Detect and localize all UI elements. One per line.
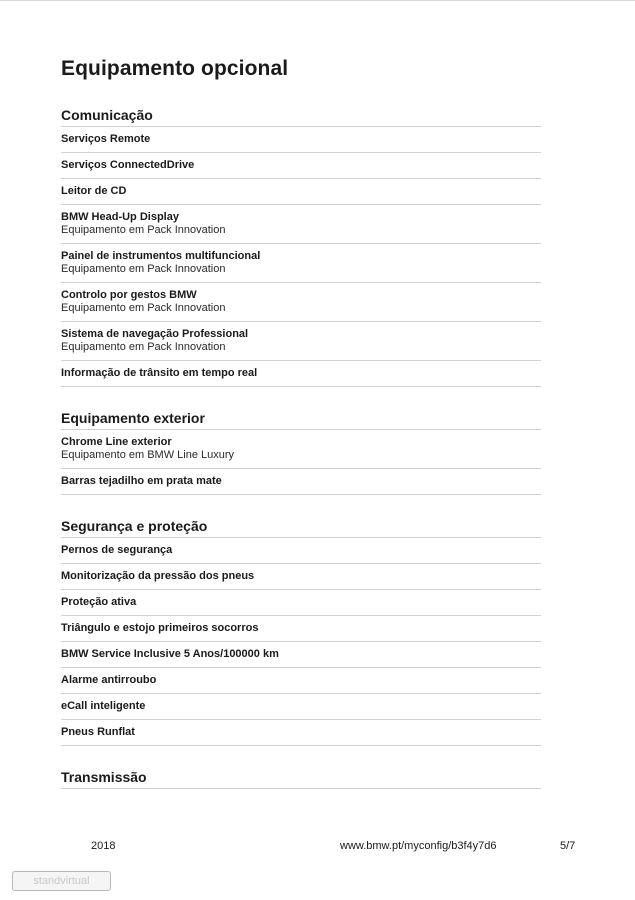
list-item (61, 205, 541, 244)
list-item (61, 153, 541, 179)
item-title: Serviços Remote (61, 133, 151, 145)
list-item (61, 179, 541, 205)
item-title: Controlo por gestos BMW (61, 289, 197, 301)
section (61, 515, 541, 746)
item-title: Triângulo e estojo primeiros socorros (61, 622, 259, 634)
item-note: Equipamento em BMW Line Luxury (61, 449, 235, 461)
list-item (61, 430, 541, 469)
item-note: Equipamento em Pack Innovation (61, 263, 226, 275)
item-title: Pneus Runflat (61, 726, 135, 738)
list-item (61, 283, 541, 322)
section-title: Segurança e proteção (61, 515, 541, 538)
watermark-logo: standvirtual (12, 871, 111, 891)
item-title: Chrome Line exterior (61, 436, 172, 448)
item-title: Sistema de navegação Professional (61, 328, 249, 340)
list-item (61, 469, 541, 495)
item-title: Informação de trânsito em tempo real (61, 367, 258, 379)
section-title: Transmissão (61, 766, 541, 789)
item-title: Alarme antirroubo (61, 674, 157, 686)
item-note: Equipamento em Pack Innovation (61, 302, 226, 314)
list-item (61, 668, 541, 694)
footer-page-number: 5/7 (560, 840, 576, 852)
section (61, 407, 541, 495)
list-item (61, 616, 541, 642)
footer-year: 2018 (91, 840, 116, 852)
list-item (61, 564, 541, 590)
page-title: Equipamento opcional (61, 57, 289, 80)
list-item (61, 322, 541, 361)
item-title: BMW Head-Up Display (61, 211, 179, 223)
item-title: Barras tejadilho em prata mate (61, 475, 222, 487)
equipment-list (61, 104, 541, 809)
list-item (61, 244, 541, 283)
item-title: Painel de instrumentos multifuncional (61, 250, 261, 262)
section (61, 766, 541, 789)
list-item (61, 361, 541, 387)
section-title: Equipamento exterior (61, 407, 541, 430)
top-rule (0, 0, 635, 1)
item-title: BMW Service Inclusive 5 Anos/100000 km (61, 648, 279, 660)
list-item (61, 720, 541, 746)
item-title: Monitorização da pressão dos pneus (61, 570, 255, 582)
item-note: Equipamento em Pack Innovation (61, 224, 226, 236)
list-item (61, 127, 541, 153)
item-title: Leitor de CD (61, 185, 127, 197)
item-note: Equipamento em Pack Innovation (61, 341, 226, 353)
item-title: Proteção ativa (61, 596, 137, 608)
list-item (61, 538, 541, 564)
footer-url[interactable]: www.bmw.pt/myconfig/b3f4y7d6 (340, 840, 497, 852)
list-item (61, 590, 541, 616)
list-item (61, 694, 541, 720)
section (61, 104, 541, 387)
list-item (61, 642, 541, 668)
section-title: Comunicação (61, 104, 541, 127)
item-title: Pernos de segurança (61, 544, 173, 556)
item-title: eCall inteligente (61, 700, 146, 712)
item-title: Serviços ConnectedDrive (61, 159, 195, 171)
